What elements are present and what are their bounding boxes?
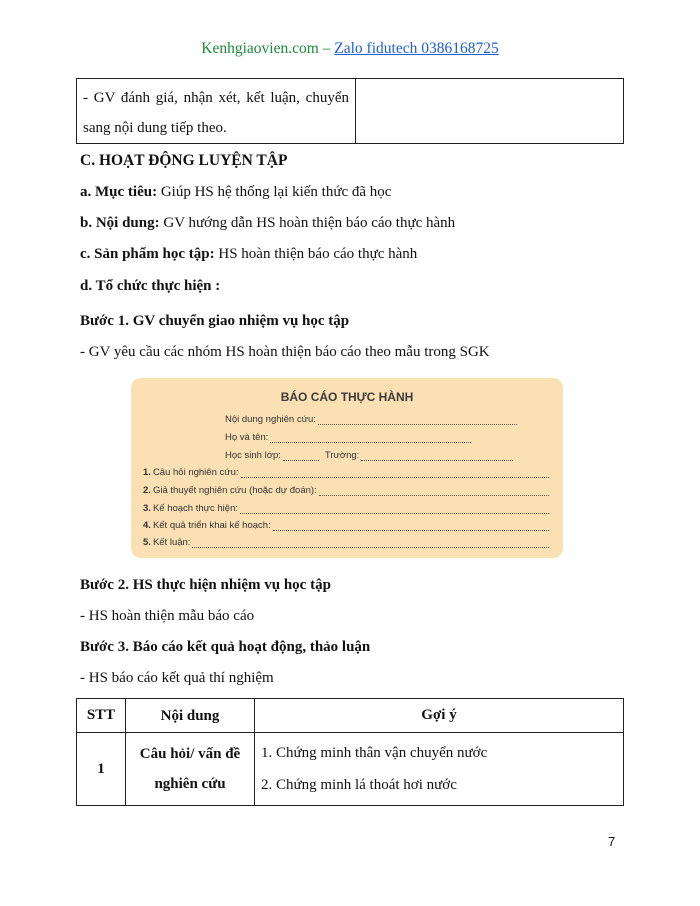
dotted-line <box>241 469 549 478</box>
report-item-number: 5. <box>143 537 151 548</box>
organize-label: d. Tổ chức thực hiện : <box>80 278 221 294</box>
full-name-label: Họ và tên: <box>225 432 269 443</box>
report-form-title: BÁO CÁO THỰC HÀNH <box>280 390 414 404</box>
header-stt: STT <box>77 699 126 733</box>
report-item <box>143 467 549 478</box>
content-label: b. Nội dung: <box>80 215 160 231</box>
school-label: Trường: <box>324 450 360 461</box>
top-table-right-cell <box>356 79 624 144</box>
full-name-field <box>225 432 471 443</box>
report-item-number: 1. <box>143 467 151 478</box>
product-text: HS hoàn thiện báo cáo thực hành <box>214 246 418 262</box>
class-label: Học sinh lớp: <box>225 450 281 461</box>
report-item-number: 3. <box>143 503 151 514</box>
content-text: GV hướng dẫn HS hoàn thiện báo cáo thực hành <box>159 215 456 231</box>
class-school-field <box>225 450 513 461</box>
report-item-label: Kết quả triển khai kế hoạch: <box>152 520 271 531</box>
report-item-label: Kết luận: <box>152 537 191 548</box>
hint-line: 1. Chứng minh thân vận chuyển nước <box>261 745 488 761</box>
header-separator: – <box>318 40 335 57</box>
step1-title: Bước 1. GV chuyển giao nhiệm vụ học tập <box>80 313 350 329</box>
dotted-line <box>270 434 471 443</box>
dotted-line <box>283 452 319 461</box>
dotted-line <box>318 416 517 425</box>
header-content: Nội dung <box>126 699 255 733</box>
report-item <box>143 537 549 548</box>
product-label: c. Sản phẩm học tập: <box>80 246 215 262</box>
header-hint: Gợi ý <box>255 699 624 733</box>
cell-content: Câu hỏi/ vấn đề nghiên cứu <box>126 733 255 806</box>
dotted-line <box>273 522 549 531</box>
report-item <box>143 520 549 531</box>
hints-table <box>76 698 624 806</box>
research-content-label: Nội dung nghiên cứu: <box>225 414 316 425</box>
step2-text: - HS hoàn thiện mẫu báo cáo <box>80 608 255 624</box>
research-content-field <box>225 414 517 425</box>
report-item-number: 4. <box>143 520 151 531</box>
dotted-line <box>361 452 513 461</box>
objective-label: a. Mục tiêu: <box>80 184 158 200</box>
page-number: 7 <box>608 834 616 849</box>
contact-link[interactable]: Zalo fidutech 0386168725 <box>334 40 499 57</box>
cell-stt: 1 <box>77 733 126 806</box>
dotted-line <box>240 505 549 514</box>
site-name: Kenhgiaovien.com <box>201 40 319 57</box>
step3-title: Bước 3. Báo cáo kết quả hoạt động, thảo luận <box>80 639 371 655</box>
objective-line <box>80 184 391 201</box>
dotted-line <box>192 539 549 548</box>
section-title: C. HOẠT ĐỘNG LUYỆN TẬP <box>80 152 288 169</box>
report-item <box>143 503 549 514</box>
report-item <box>143 485 549 496</box>
top-table <box>76 78 624 144</box>
top-table-left-cell: - GV đánh giá, nhận xét, kết luận, chuyển sang nội dung tiếp theo. <box>77 79 356 144</box>
report-item-label: Kế hoạch thực hiện: <box>152 503 238 514</box>
report-item-number: 2. <box>143 485 151 496</box>
table-header-row <box>77 699 624 733</box>
report-form-card <box>131 378 563 558</box>
objective-text: Giúp HS hệ thống lại kiến thức đã học <box>157 184 392 200</box>
hint-line: 2. Chứng minh lá thoát hơi nước <box>261 777 457 793</box>
cell-hints <box>255 733 624 806</box>
step3-text: - HS báo cáo kết quả thí nghiệm <box>80 670 274 686</box>
table-row <box>77 733 624 806</box>
product-line <box>80 246 417 263</box>
step2-title: Bước 2. HS thực hiện nhiệm vụ học tập <box>80 577 331 593</box>
report-item-label: Giả thuyết nghiên cứu (hoặc dự đoán): <box>152 485 317 496</box>
step1-text: - GV yêu cầu các nhóm HS hoàn thiện báo cáo theo mẫu trong SGK <box>80 344 490 360</box>
page-header <box>0 40 700 58</box>
dotted-line <box>319 487 549 496</box>
report-item-label: Câu hỏi nghiên cứu: <box>152 467 239 478</box>
content-line <box>80 215 455 232</box>
